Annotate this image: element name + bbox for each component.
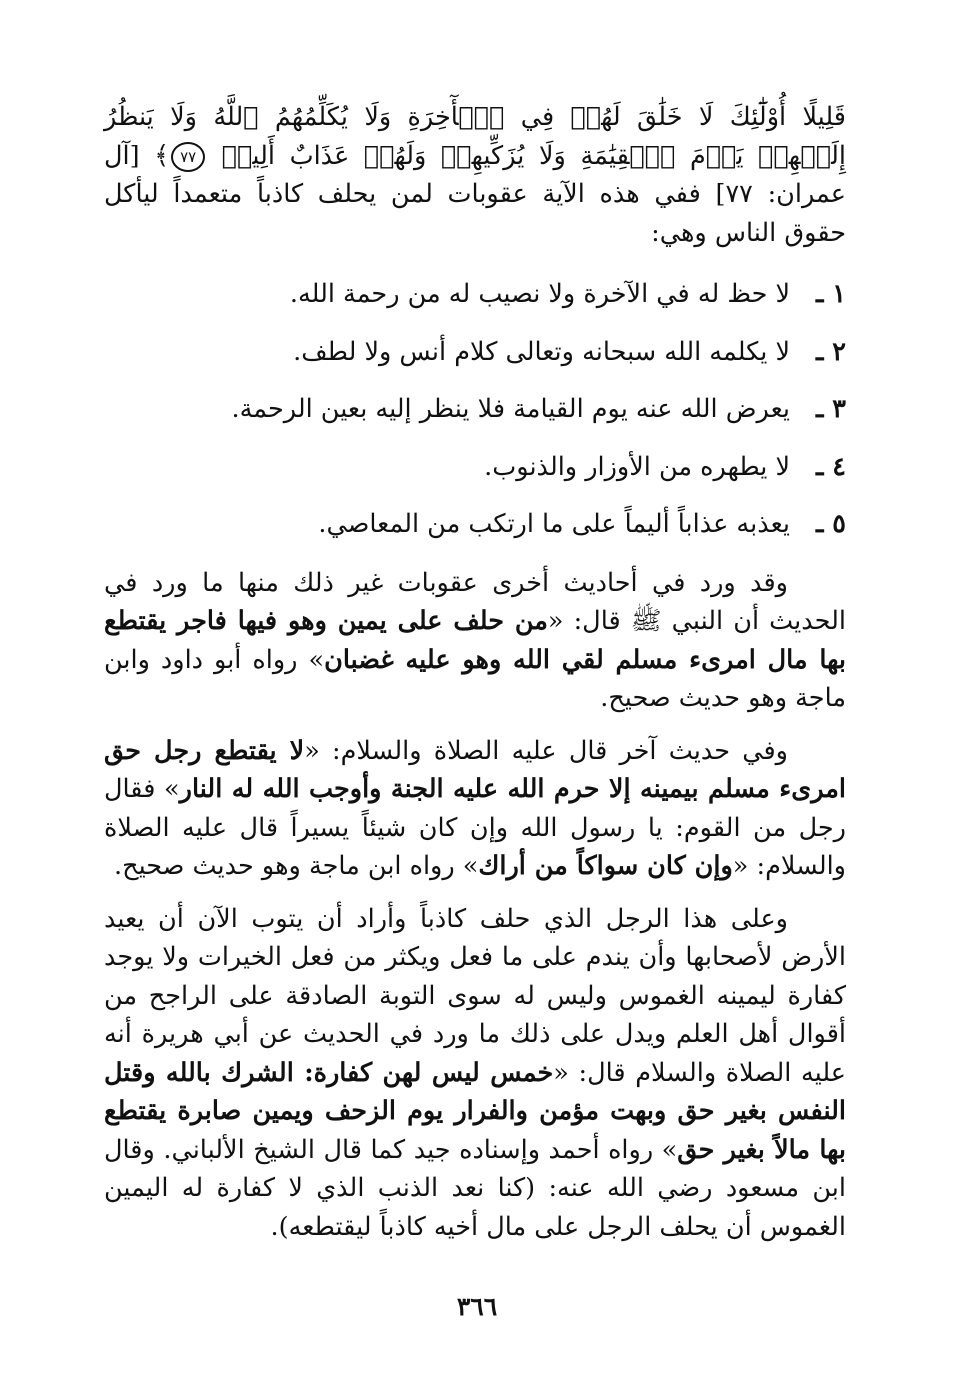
- list-item-text: لا يكلمه الله سبحانه وتعالى كلام أنس ولا لطف.: [293, 336, 790, 367]
- hadith-paragraph-3: [104, 900, 846, 1247]
- list-item-number: ٢ ـ: [815, 336, 846, 367]
- list-item: [104, 266, 846, 324]
- list-item-number: ٥ ـ: [815, 509, 846, 539]
- paragraph-text: وفي حديث آخر قال عليه الصلاة والسلام: «: [304, 735, 788, 766]
- paragraph-text: » رواه أبو داود وابن ماجة وهو حديث صحيح.: [104, 644, 846, 713]
- list-item-text: يعرض الله عنه يوم القيامة فلا ينظر إليه بعين الرحمة.: [231, 394, 790, 424]
- list-item: [104, 381, 846, 439]
- list-item: [104, 496, 846, 554]
- hadith-paragraph-2: [104, 732, 846, 886]
- paragraph-gap: [104, 718, 846, 732]
- punishments-list: [104, 266, 846, 554]
- paragraph-text: وقد ورد في أحاديث أخرى عقوبات غير ذلك منها ما ورد في الحديث أن النبي ﷺ قال: «: [104, 567, 846, 636]
- verse-reference: [آل عمران: ٧٧]: [104, 140, 846, 209]
- list-item: [104, 324, 846, 382]
- list-item-text: يعذبه عذاباً أليماً على ما ارتكب من المعاصي.: [318, 509, 790, 539]
- paragraph-text: » رواه ابن ماجة وهو حديث صحيح.: [114, 851, 479, 881]
- list-item-number: ١ ـ: [815, 279, 846, 309]
- hadith-quote: من حلف على يمين وهو فيها فاجر يقتطع بها مال امرىء مسلم لقي الله وهو عليه غضبان: [104, 606, 846, 675]
- list-item-text: لا يطهره من الأوزار والذنوب.: [484, 451, 790, 482]
- paragraph-text: » رواه أحمد وإسناده جيد كما قال الشيخ الألباني. وقال ابن مسعود رضي الله عنه: (كنا نعد الذنب الذي لا كفارة له اليمين الغموس أن يحلف الرجل على مال أخيه كاذباً ليقتطعه).: [104, 1134, 846, 1242]
- hadith-quote: لا يقتطع رجل حق امرىء مسلم بيمينه إلا حرم الله عليه الجنة وأوجب الله له النار: [104, 735, 847, 804]
- hadith-quote: وإن كان سواكاً من أراك: [478, 851, 733, 881]
- paragraph-gap: [104, 886, 846, 900]
- list-item-number: ٤ ـ: [815, 451, 846, 482]
- paragraph-text: وعلى هذا الرجل الذي حلف كاذباً وأراد أن يتوب الآن أن يعيد الأرض لأصحابها وأن يندم على ما فعل ويكثر من فعل الخيرات ولا يوجد كفارة ليمينه الغموس وليس له سوى التوبة الصادقة على الراجح من أقوال أهل العلم ويدل على ذلك ما ورد في الحديث عن أبي هريرة أنه عليه الصلاة والسلام قال: «: [104, 903, 846, 1088]
- quran-verse: قَلِيلًا أُوْلَٰٓئِكَ لَا خَلَٰقَ لَهُمۡ فِي ٱلۡأٓخِرَةِ وَلَا يُكَلِّمُهُمُ ٱللَّهُ وَلَا يَنظُرُ إِلَيۡهِمۡ يَوۡمَ ٱلۡقِيَٰمَةِ وَلَا يُزَكِّيهِمۡ وَلَهُمۡ عَذَابٌ أَلِيمٞ: [104, 102, 846, 171]
- page-number: ٣٦٦: [456, 1292, 498, 1321]
- intro-following-text: ففي هذه الآية عقوبات لمن يحلف كاذباً متعمداً ليأكل حقوق الناس وهي:: [104, 179, 846, 248]
- intro-paragraph: [104, 98, 846, 252]
- paragraph-text: » فقال رجل من القوم: يا رسول الله وإن كان شيئاً يسيراً قال عليه الصلاة والسلام: «: [104, 774, 846, 881]
- quran-close-bracket: ﴾: [154, 140, 170, 171]
- hadith-quote: خمس ليس لهن كفارة: الشرك بالله وقتل النفس بغير حق وبهت مؤمن والفرار يوم الزحف ويمين صابرة يقتطع بها مالاً بغير حق: [104, 1057, 847, 1165]
- ayah-number-marker: ٧٧: [171, 142, 205, 172]
- hadith-paragraph-1: [104, 564, 846, 718]
- list-item: [104, 439, 846, 497]
- list-item-number: ٣ ـ: [815, 394, 846, 424]
- page-body: [104, 98, 846, 1246]
- list-item-text: لا حظ له في الآخرة ولا نصيب له من رحمة الله.: [289, 279, 790, 309]
